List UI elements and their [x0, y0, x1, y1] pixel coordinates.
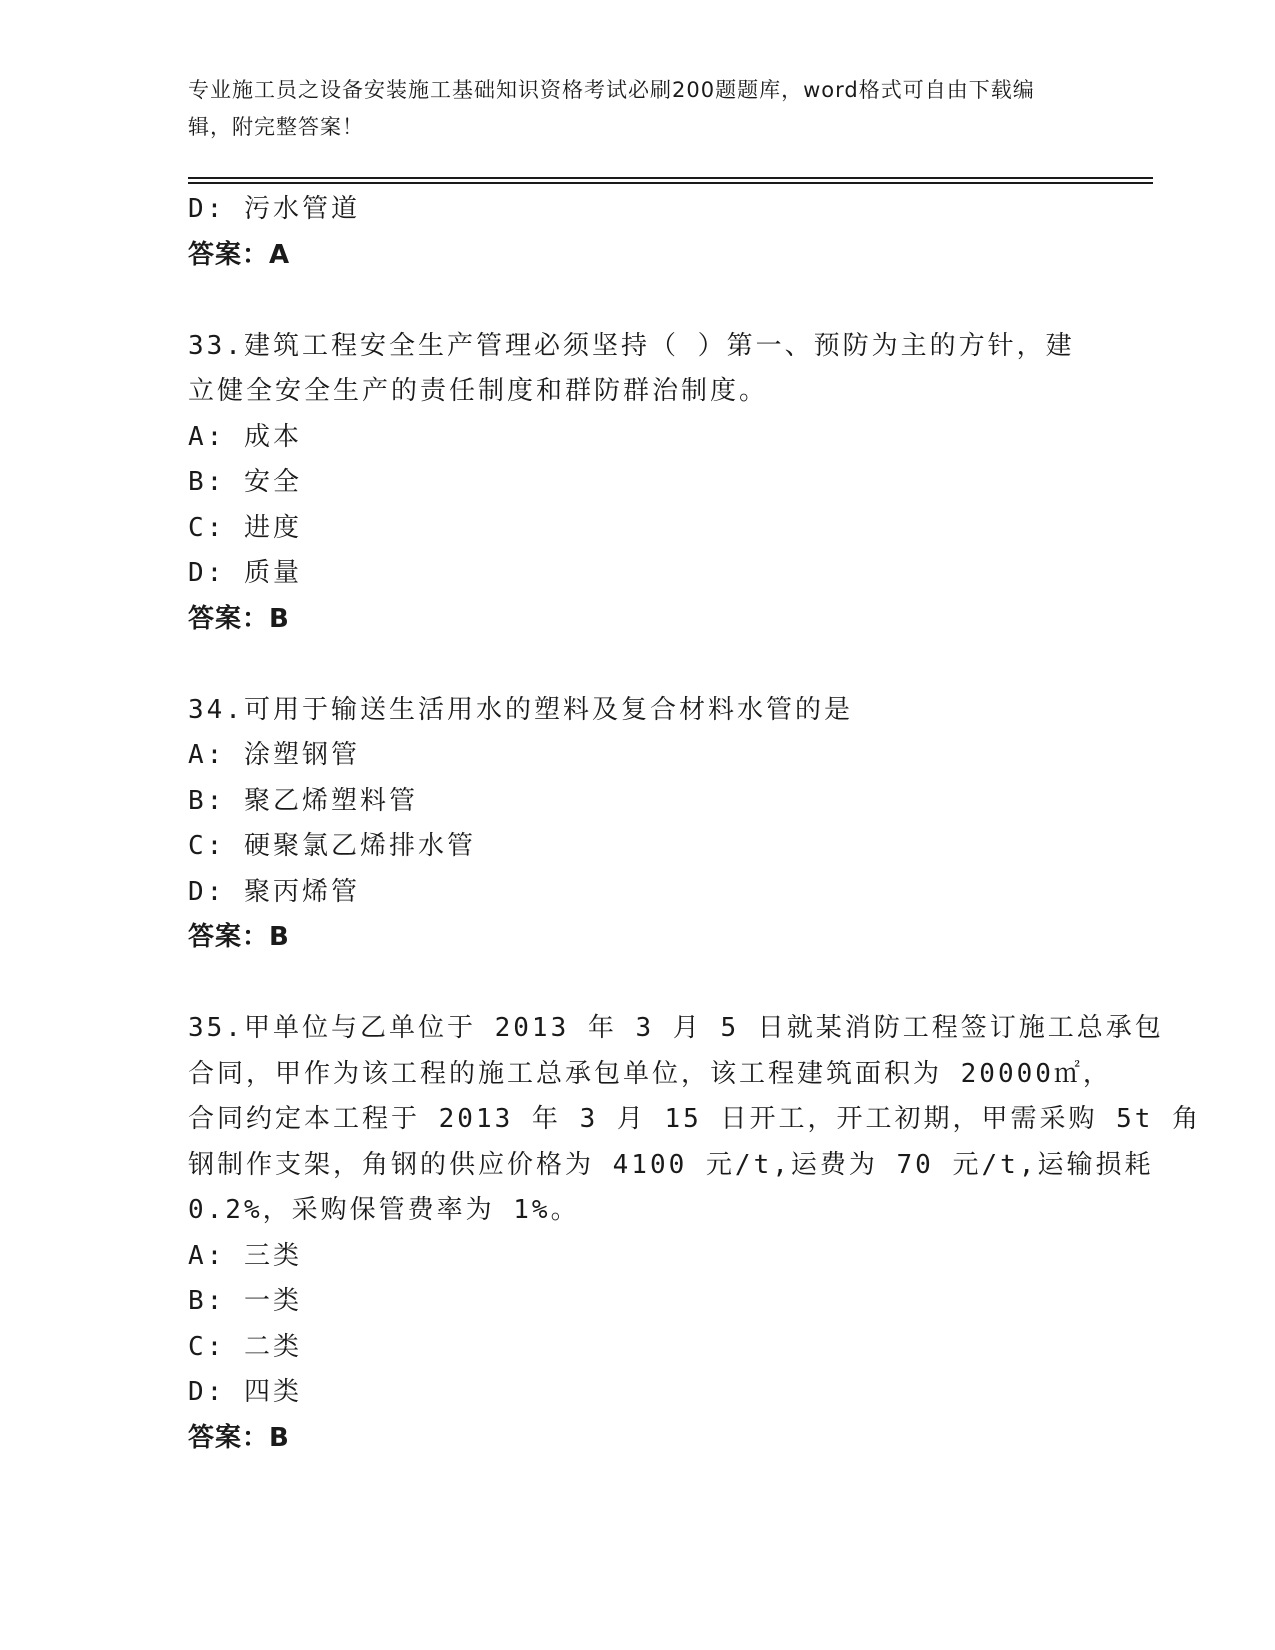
- question-34: [188, 688, 1088, 961]
- option-a: A: 成本: [188, 421, 302, 452]
- question-stem-line: 合同，甲作为该工程的施工总承包单位，该工程建筑面积为 20000㎡，: [188, 1058, 1112, 1089]
- header-text: 专业施工员之设备安装施工基础知识资格考试必刷200题题库，word格式可自由下载编辑，附完整答案！: [188, 78, 1035, 139]
- option-d: D: 质量: [188, 558, 302, 588]
- option-d: D: 四类: [188, 1377, 302, 1407]
- question-stem-line: 合同约定本工程于 2013 年 3 月 15 日开工，开工初期，甲需采购 5t 角: [188, 1104, 1202, 1134]
- question-list: [188, 187, 1202, 1461]
- prev-answer: 答案：A: [188, 239, 291, 270]
- spacer: [188, 961, 1088, 1007]
- option-b: B: 一类: [188, 1286, 302, 1316]
- question-stem-line: 钢制作支架，角钢的供应价格为 4100 元/t,运费为 70 元/t,运输损耗: [188, 1149, 1154, 1180]
- option-c: C: 进度: [188, 512, 302, 543]
- header-rule-top: [188, 177, 1153, 179]
- option-c: C: 二类: [188, 1331, 302, 1362]
- question-stem-line: 35.甲单位与乙单位于 2013 年 3 月 5 日就某消防工程签订施工总承包: [188, 1013, 1164, 1043]
- option-b: B: 安全: [188, 467, 302, 497]
- option-d: D: 聚丙烯管: [188, 876, 360, 907]
- spacer: [188, 642, 1088, 688]
- prev-option-d: D: 污水管道: [188, 194, 360, 224]
- question-stem-line: 0.2%，采购保管费率为 1%。: [188, 1195, 580, 1225]
- option-a: A: 三类: [188, 1240, 302, 1271]
- spacer: [188, 278, 1088, 324]
- answer: 答案：B: [188, 603, 290, 634]
- question-stem-line: 立健全安全生产的责任制度和群防群治制度。: [188, 376, 769, 406]
- question-stem-line: 34.可用于输送生活用水的塑料及复合材料水管的是: [188, 694, 853, 725]
- option-b: B: 聚乙烯塑料管: [188, 785, 418, 816]
- header-rule-bottom: [188, 182, 1153, 184]
- option-a: A: 涂塑钢管: [188, 740, 360, 770]
- document-header: [188, 72, 1068, 146]
- option-c: C: 硬聚氯乙烯排水管: [188, 831, 476, 861]
- question-33: [188, 324, 1088, 643]
- question-stem-line: 33.建筑工程安全生产管理必须坚持（ ）第一、预防为主的方针，建: [188, 330, 1075, 361]
- answer: 答案：B: [188, 1422, 290, 1453]
- question-35: [188, 1006, 1202, 1461]
- answer: 答案：B: [188, 922, 290, 952]
